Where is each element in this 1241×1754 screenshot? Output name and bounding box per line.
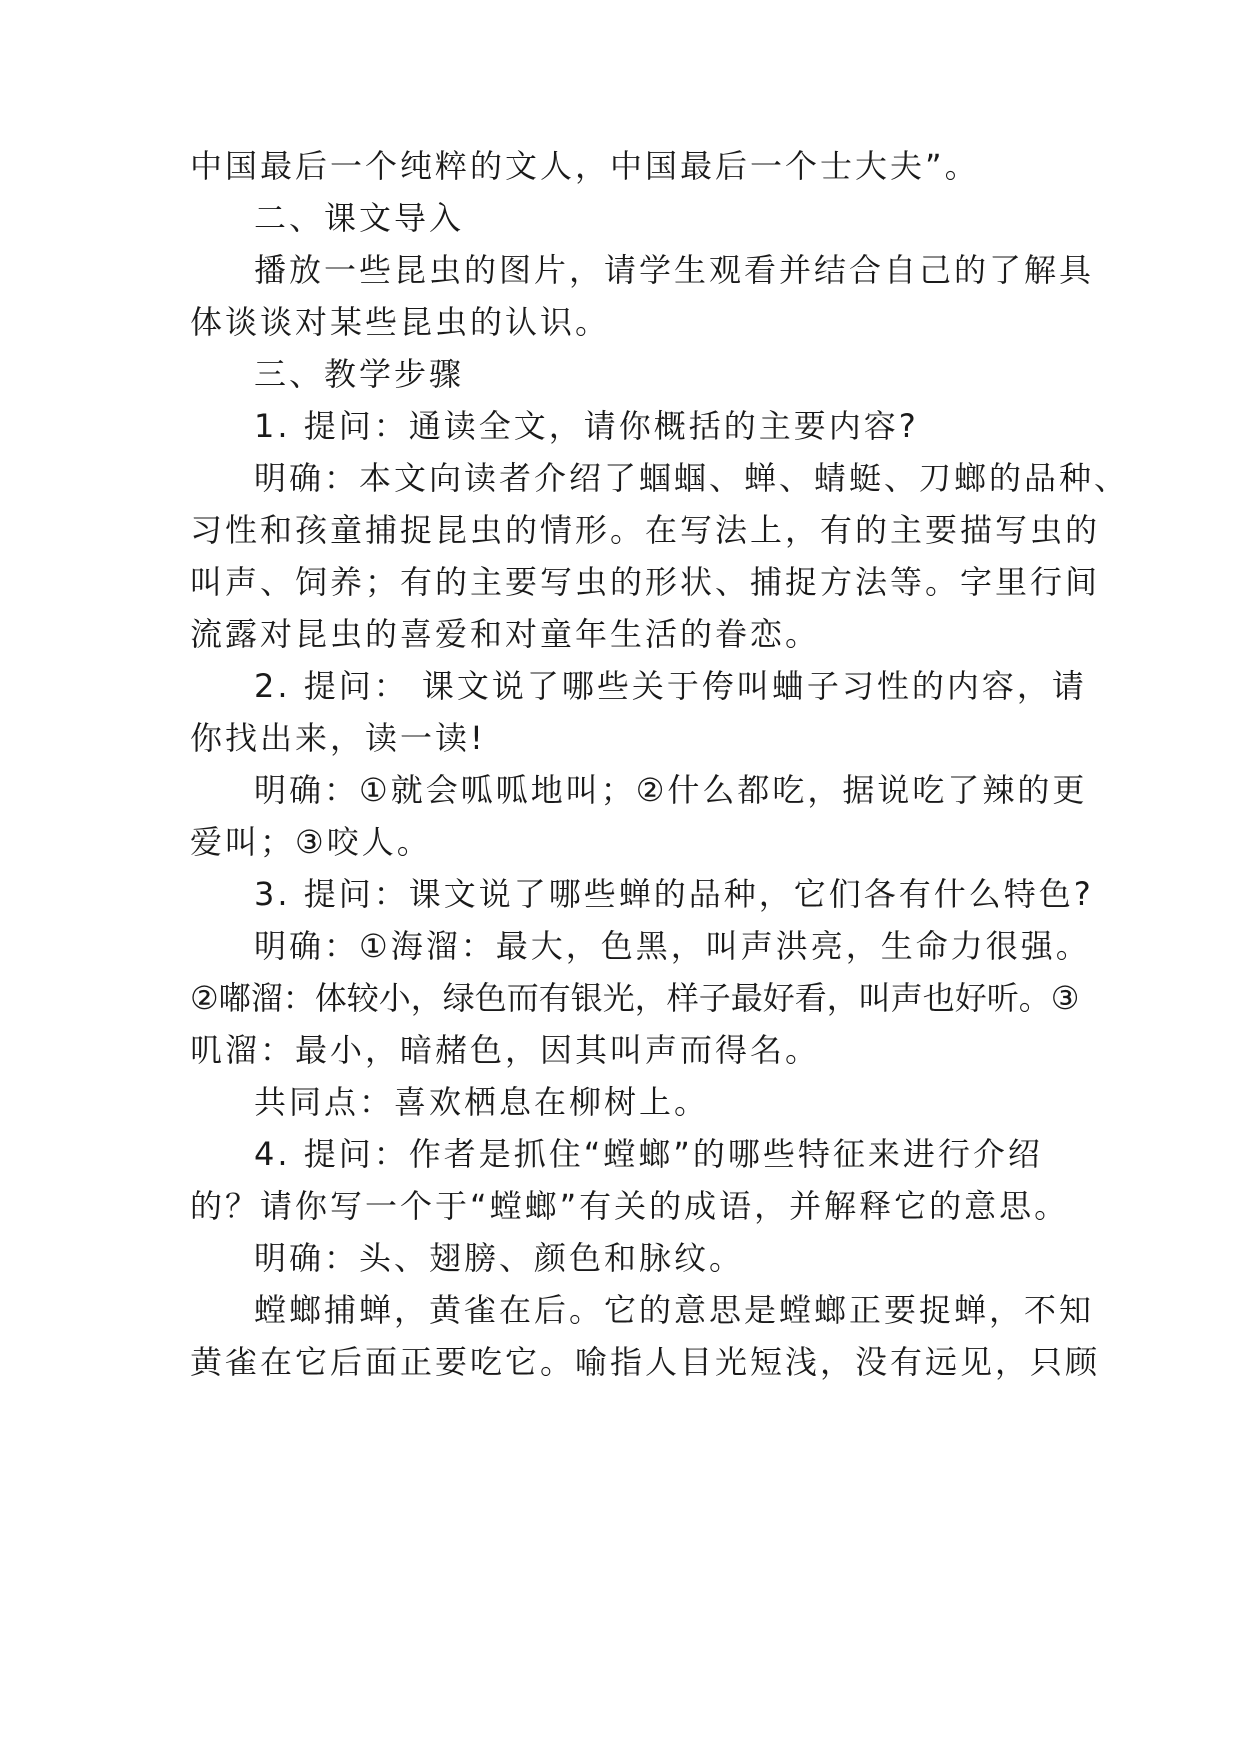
question-line: 4. 提问：作者是抓住“螳螂”的哪些特征来进行介绍 xyxy=(254,1135,1043,1173)
text-line: ②嘟溜：体较小，绿色而有银光，样子最好看，叫声也好听。③ xyxy=(190,979,1080,1017)
text-line: 明确：①就会呱呱地叫；②什么都吃，据说吃了辣的更 xyxy=(254,771,1088,809)
text-line: 播放一些昆虫的图片，请学生观看并结合自己的了解具 xyxy=(254,251,1095,289)
text-line: 中国最后一个纯粹的文人，中国最后一个士大夫”。 xyxy=(190,147,980,185)
text-line: 习性和孩童捕捉昆虫的情形。在写法上，有的主要描写虫的 xyxy=(190,511,1101,549)
text-line: 明确：本文向读者介绍了蝈蝈、蝉、蜻蜓、刀螂的品种、 xyxy=(254,459,1130,497)
text-line: 共同点：喜欢栖息在柳树上。 xyxy=(254,1083,710,1121)
text-line: 明确：头、翅膀、颜色和脉纹。 xyxy=(254,1239,745,1277)
question-line: 2. 提问： 课文说了哪些关于侉叫蛐子习性的内容，请 xyxy=(254,667,1087,705)
question-line: 3. 提问：课文说了哪些蝉的品种，它们各有什么特色? xyxy=(254,875,1094,913)
text-line: 叽溜：最小，暗赭色，因其叫声而得名。 xyxy=(190,1031,821,1069)
text-line: 叫声、饲养；有的主要写虫的形状、捕捉方法等。字里行间 xyxy=(190,563,1101,601)
text-line: 黄雀在它后面正要吃它。喻指人目光短浅，没有远见，只顾 xyxy=(190,1343,1101,1381)
text-line: 爱叫；③咬人。 xyxy=(190,823,432,861)
text-line: 流露对昆虫的喜爱和对童年生活的眷恋。 xyxy=(190,615,821,653)
section-heading: 三、教学步骤 xyxy=(254,355,465,393)
section-heading: 二、课文导入 xyxy=(254,199,465,237)
question-line: 1. 提问：通读全文，请你概括的主要内容? xyxy=(254,407,919,445)
text-line: 你找出来，读一读! xyxy=(190,719,486,757)
text-line: 体谈谈对某些昆虫的认识。 xyxy=(190,303,611,341)
text-line: 螳螂捕蝉，黄雀在后。它的意思是螳螂正要捉蝉，不知 xyxy=(254,1291,1095,1329)
text-line: 的？请你写一个于“螳螂”有关的成语，并解释它的意思。 xyxy=(190,1187,1070,1225)
text-line: 明确：①海溜：最大，色黑，叫声洪亮，生命力很强。 xyxy=(254,927,1091,965)
